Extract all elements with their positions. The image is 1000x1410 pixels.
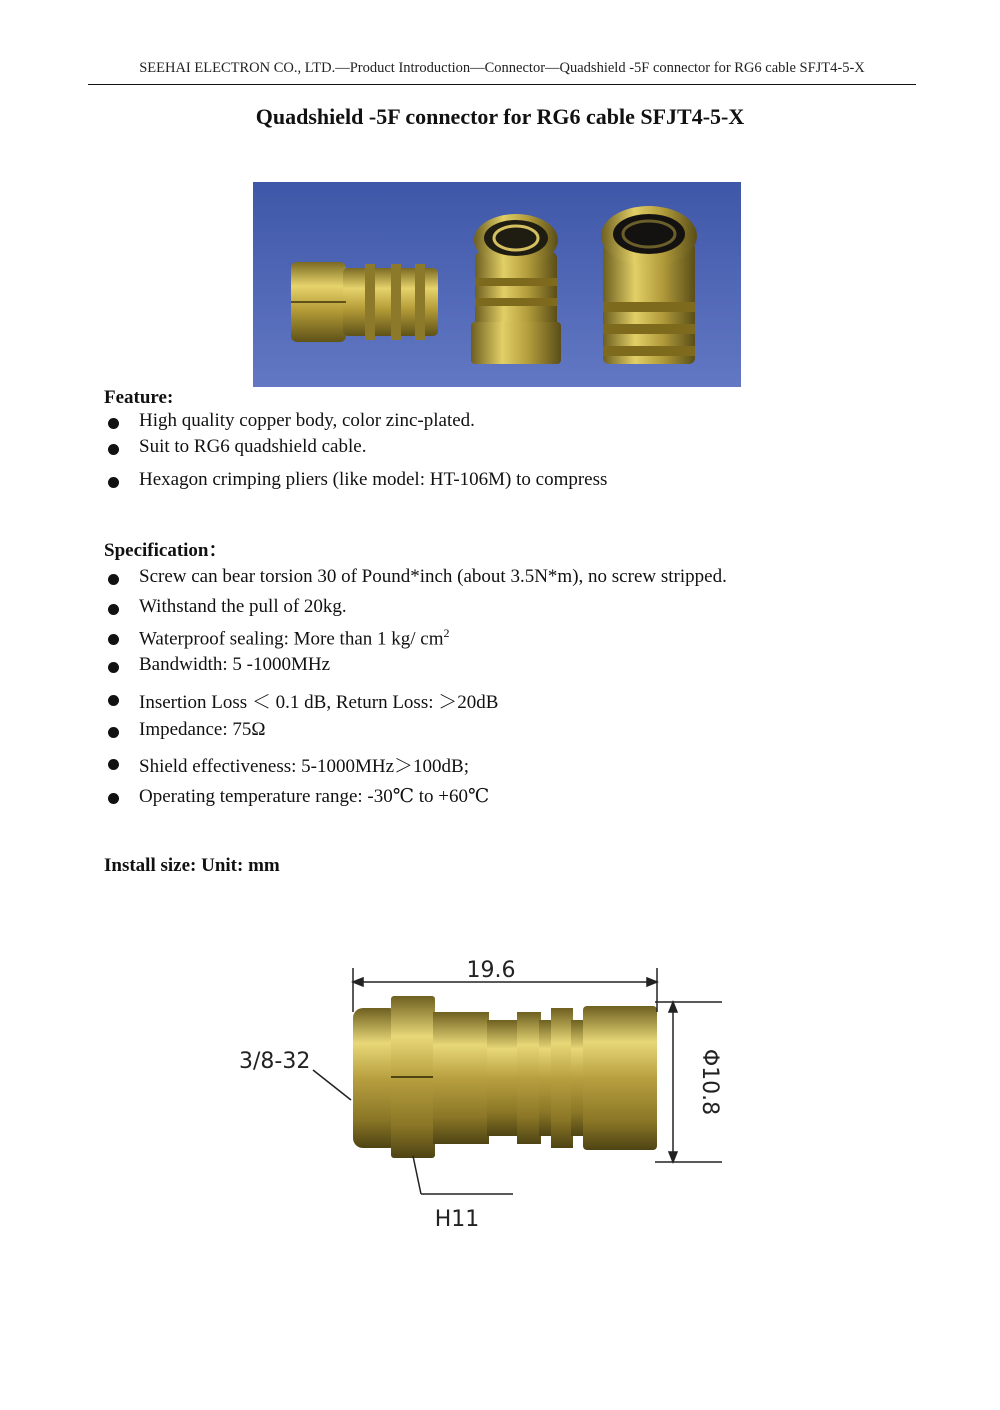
install-size-heading: Install size: Unit: mm [104,855,280,876]
feature-heading: Feature: [104,387,174,408]
product-photo [253,182,741,387]
diameter-label: Φ10.8 [697,1048,722,1116]
hex-leader [413,1156,513,1194]
document-title: Quadshield -5F connector for RG6 cable SFJT4-5-X [255,104,745,129]
header-divider [88,84,916,85]
hex-label: H11 [434,1207,480,1232]
bullet-icon [108,793,119,804]
superscript-squared: 2 [443,626,450,640]
length-label: 19.6 [466,958,516,983]
bullet-icon [108,634,119,645]
connector-drawing [353,996,657,1158]
bullet-icon [108,662,119,673]
bullet-icon [108,727,119,738]
connector-standing-1 [471,214,561,364]
bullet-icon [108,418,119,429]
thread-label: 3/8-32 [239,1049,311,1074]
bullet-icon [108,477,119,488]
connector-standing-2 [601,206,697,364]
bullet-icon [108,695,119,706]
specification-heading: Specification： [104,540,228,561]
install-size-drawing [225,950,735,1240]
bullet-icon [108,759,119,770]
bullet-icon [108,574,119,585]
page-header: SEEHAI ELECTRON CO., LTD.—Product Introduction—Connector—Quadshield -5F connector for RG6 cable SFJT4-5-X [139,60,865,76]
connector-lying [291,262,438,342]
thread-leader [313,1070,351,1100]
bullet-icon [108,604,119,615]
bullet-icon [108,444,119,455]
